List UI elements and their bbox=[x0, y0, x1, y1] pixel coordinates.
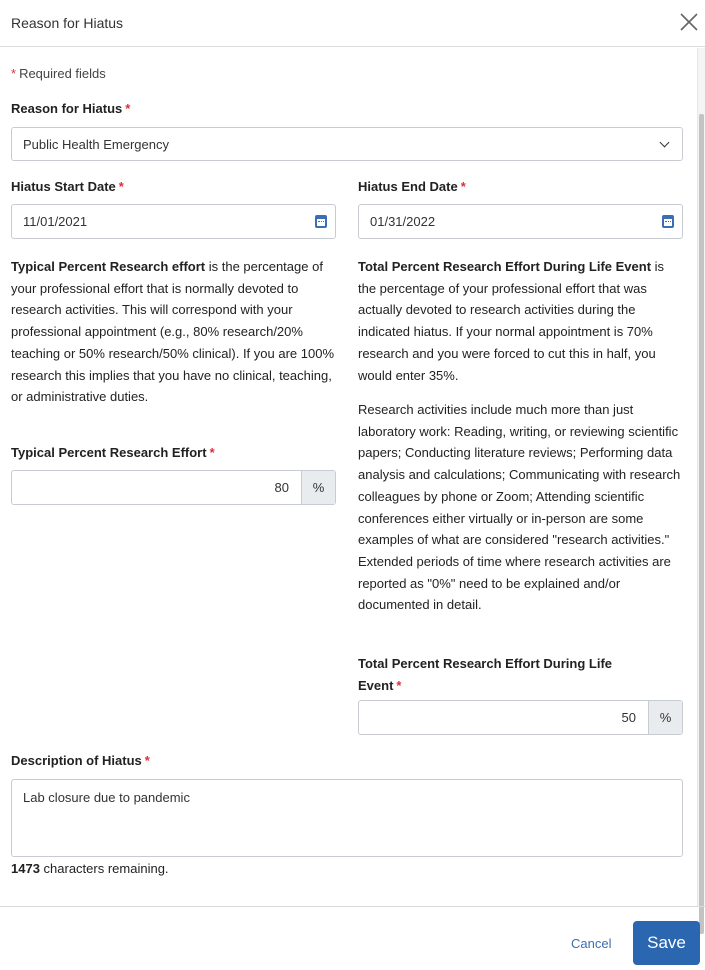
percent-addon: % bbox=[648, 701, 682, 734]
cancel-button[interactable]: Cancel bbox=[571, 936, 612, 951]
close-icon[interactable] bbox=[677, 10, 701, 34]
scrollbar[interactable] bbox=[697, 48, 705, 906]
start-date-label: Hiatus Start Date * bbox=[11, 179, 124, 194]
typical-effort-input[interactable]: 80 % bbox=[11, 470, 336, 505]
calendar-icon[interactable] bbox=[662, 215, 674, 228]
description-label: Description of Hiatus * bbox=[11, 753, 150, 768]
reason-select[interactable]: Public Health Emergency bbox=[11, 127, 683, 161]
typical-help-text: Typical Percent Research effort is the percentage of your professional effort that is normally devoted to research activities. This will correspond with your professional appointment (e.g., 80% research/20% teaching or 50% research/50% clinical). If you are 100% research this implies that you have no clinical, teaching, or administrative duties. bbox=[11, 259, 335, 405]
activities-help-text: Research activities include much more than just laboratory work: Reading, writing, or reviewing scientific papers; Conducting literature reviews; Performing data analysis and calculations; Communicating with research colleagues by phone or Zoom; Attending scientific conferences either virtually or in-person are some examples of what are considered "research activities." Extended periods of time where research activities are reported as "0%" need to be explained and/or documented in detail. bbox=[358, 402, 681, 613]
description-textarea[interactable]: Lab closure due to pandemic bbox=[11, 779, 683, 857]
required-note: * Required fields bbox=[11, 66, 106, 81]
characters-remaining: 1473 characters remaining. bbox=[11, 861, 169, 876]
percent-addon: % bbox=[301, 471, 335, 504]
calendar-icon[interactable] bbox=[315, 215, 327, 228]
end-date-input[interactable]: 01/31/2022 bbox=[358, 204, 683, 239]
end-date-label: Hiatus End Date * bbox=[358, 179, 466, 194]
life-event-help-text: Total Percent Research Effort During Life Event is the percentage of your professional effort that was actually devoted to research activities during the indicated hiatus. If your normal appointment is 70% research and you were forced to cut this in half, you would enter 35%. bbox=[358, 259, 665, 383]
scrollbar-thumb[interactable] bbox=[699, 114, 704, 934]
modal-title: Reason for Hiatus bbox=[11, 15, 124, 31]
life-effort-label: Total Percent Research Effort During Life Event * bbox=[358, 656, 613, 693]
chevron-down-icon bbox=[660, 138, 670, 148]
reason-label: Reason for Hiatus * bbox=[11, 101, 131, 116]
typical-effort-label: Typical Percent Research Effort * bbox=[11, 445, 215, 460]
start-date-input[interactable]: 11/01/2021 bbox=[11, 204, 336, 239]
life-effort-input[interactable]: 50 % bbox=[358, 700, 683, 735]
save-button[interactable]: Save bbox=[633, 921, 700, 965]
modal-header bbox=[0, 0, 705, 47]
